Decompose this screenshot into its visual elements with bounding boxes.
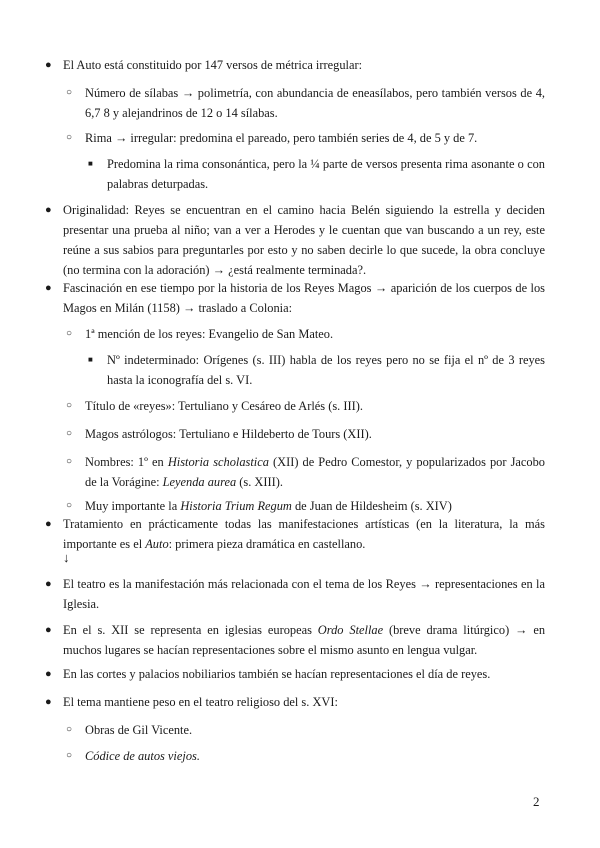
- list-item: Obras de Gil Vicente.: [85, 723, 193, 737]
- list-item: Predomina la rima consonántica, pero la ¼ parte de versos presenta rima asonante o con palabras deturpadas.: [107, 157, 545, 191]
- list-item: Fascinación en ese tiempo por la historia de los Reyes Magos → aparición de los cuerpos de los Magos en Milán (1158) → traslado a Colonia:: [63, 281, 545, 315]
- bullet-level1-icon: ●: [45, 59, 52, 71]
- bullet-level2-icon: ○: [66, 724, 73, 735]
- list-item: En las cortes y palacios nobiliarios también se hacían representaciones el día de reyes.: [63, 667, 491, 681]
- list-item: Muy importante la Historia Trium Regum de Juan de Hildesheim (s. XIV): [85, 499, 452, 513]
- bullet-level2-icon: ○: [66, 750, 73, 761]
- bullet-level2-icon: ○: [66, 428, 73, 439]
- page-number: 2: [533, 794, 540, 809]
- bullet-level1-icon: ●: [45, 282, 52, 294]
- arrow-down-icon: ↓: [63, 550, 70, 565]
- list-item: Nº indeterminado: Orígenes (s. III) habla de los reyes pero no se fija el nº de 3 reyes hasta la iconografía del s. VI.: [107, 353, 545, 387]
- list-item: Códice de autos viejos.: [85, 749, 200, 763]
- list-item: En el s. XII se representa en iglesias europeas Ordo Stellae (breve drama litúrgico) → en muchos lugares se hacían representaciones sobre el mismo asunto en lengua vulgar.: [63, 623, 546, 657]
- list-item: El tema mantiene peso en el teatro religioso del s. XVI:: [63, 695, 338, 709]
- bullet-level1-icon: ●: [45, 578, 52, 590]
- list-item: Número de sílabas → polimetría, con abundancia de eneasílabos, pero también versos de 4, 6,7 8 y alejandrinos de 12 o 14 sílabas.: [85, 86, 545, 120]
- bullet-level1-icon: ●: [45, 696, 52, 708]
- bullet-level2-icon: ○: [66, 87, 73, 98]
- bullet-level2-icon: ○: [66, 400, 73, 411]
- bullet-level2-icon: ○: [66, 456, 73, 467]
- list-item: El teatro es la manifestación más relacionada con el tema de los Reyes → representaciones en la Iglesia.: [63, 577, 545, 611]
- bullet-level2-icon: ○: [66, 500, 73, 511]
- list-item: Rima → irregular: predomina el pareado, pero también series de 4, de 5 y de 7.: [85, 131, 478, 145]
- list-item: 1ª mención de los reyes: Evangelio de San Mateo.: [85, 327, 334, 341]
- bullet-level1-icon: ●: [45, 668, 52, 680]
- bullet-level1-icon: ●: [45, 518, 52, 530]
- bullet-level2-icon: ○: [66, 328, 73, 339]
- bullet-level1-icon: ●: [45, 624, 52, 636]
- bullet-level2-icon: ○: [66, 132, 73, 143]
- list-item: Magos astrólogos: Tertuliano e Hildeberto de Tours (XII).: [85, 427, 372, 441]
- bullet-level1-icon: ●: [45, 204, 52, 216]
- list-item: Originalidad: Reyes se encuentran en el camino hacia Belén siguiendo la estrella y deciden presentar una prueba al niño; van a ver a Herodes y le cuentan que van buscando a un rey, este reúne a sus sabios para preguntarles por esto y no saben decirle lo que sucede, la obra concluye (no termina con la adoración) → ¿está realmente terminada?.: [63, 203, 545, 277]
- list-item: Tratamiento en prácticamente todas las manifestaciones artísticas (en la literatura, la más importante es el Auto: primera pieza dramática en castellano.: [63, 517, 545, 551]
- list-item: El Auto está constituido por 147 versos de métrica irregular:: [63, 58, 363, 72]
- list-item: Nombres: 1º en Historia scholastica (XII) de Pedro Comestor, y popularizados por Jacobo de la Vorágine: Leyenda aurea (s. XIII).: [85, 455, 545, 489]
- bullet-level3-icon: ■: [88, 159, 93, 168]
- bullet-level3-icon: ■: [88, 355, 93, 364]
- list-item: Título de «reyes»: Tertuliano y Cesáreo de Arlés (s. III).: [85, 399, 363, 413]
